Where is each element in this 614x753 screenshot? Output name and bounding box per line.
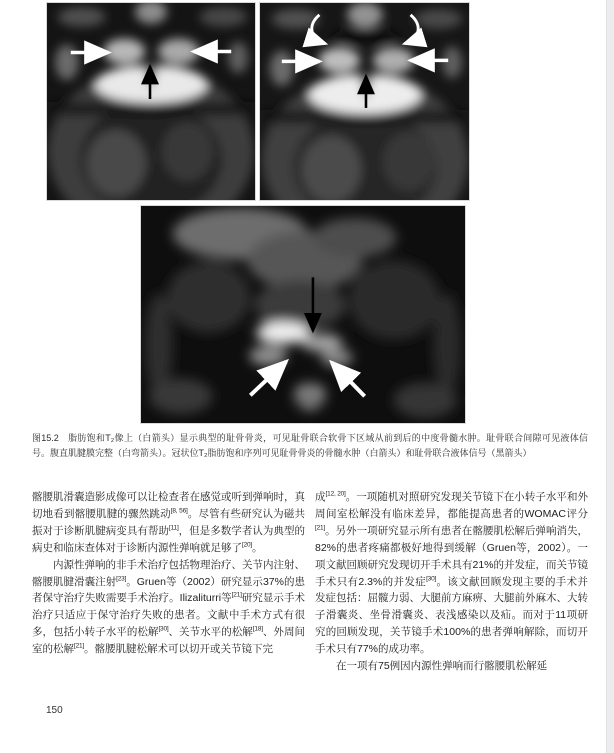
mri-coronal-panel — [140, 205, 466, 424]
mri-axial-left-image — [47, 3, 255, 200]
page-number: 150 — [46, 705, 63, 716]
paragraph: 在一项有75例因内源性弹响而行髂腰肌松解延 — [336, 660, 548, 673]
figure-caption — [32, 431, 588, 462]
paragraph: 髂腰肌滑囊造影成像可以让检查者在感觉或听到弹响时，真切地看到髂腰肌腱的骤然跳动[8, 56]。尽管有些研究认为磁共振对于诊断肌腱病变具有帮助[11]，但是多数学者认为典型的病史和临床查体对于诊断内源性弹响就足够了[20]。 — [32, 491, 306, 554]
paragraph: 内源性弹响的非手术治疗包括物理治疗、关节内注射、髂腰肌腱滑囊注射[23]。Gruen等（2002）研究显示37%的患者保守治疗失败需要手术治疗。Ilizaliturri等[21]研究显示手术治疗只适应于保守治疗失败的患者。文献中手术方式有很多，包括小转子水平的松解[30]、关节水平的松解[18]、外周间室的松解[21]。髂腰肌腱松解术可以切开或关节镜下完 — [32, 558, 306, 656]
reference-superscript: [20] — [242, 541, 253, 549]
reference-superscript: [23] — [116, 575, 127, 583]
reference-superscript: [21] — [74, 642, 85, 650]
mri-coronal-image — [141, 206, 465, 423]
figure-caption-text: 脂肪饱和T₂像上（白箭头）显示典型的耻骨骨炎，可见耻骨联合软骨下区域从前到后的中度骨髓水肿。耻骨联合间隙可见液体信号。腹直肌腱膜完整（白弯箭头）。冠状位T₂脂肪饱和序列可见耻骨骨炎的骨髓水肿（白箭头）和耻骨联合液体信号（黑箭头） — [32, 433, 588, 459]
figure-caption-label: 图15.2 — [32, 433, 59, 443]
mri-axial-right-image — [260, 3, 469, 200]
reference-superscript: [21] — [231, 591, 242, 599]
right-column — [315, 489, 588, 675]
body-text — [32, 489, 588, 675]
reference-superscript: [12, 20] — [325, 490, 346, 498]
reference-superscript: [21] — [315, 524, 326, 532]
left-column — [32, 489, 305, 675]
reference-superscript: [11] — [169, 524, 179, 532]
reference-superscript: [30] — [158, 625, 169, 633]
paragraph: 成[12, 20]。一项随机对照研究发现关节镜下在小转子水平和外周间室松解没有临床差异，都能提高患者的WOMAC评分[21]。另外一项研究显示所有患者在髂腰肌松解后弹响消失，82%的患者疼痛都极好地得到缓解（Gruen等，2002）。一项文献回顾研究发现切开手术具有21%的并发症，而关节镜手术只有2.3%的并发症[30]。该文献回顾发现主要的手术并发症包括：屈髋力弱、大腿前方麻痹、大腿前外麻木、大转子滑囊炎、坐骨滑囊炎、表浅感染以及疝。而对于11项研究的回顾发现，关节镜手术100%的患者弹响解除，而切开手术只有77%的成功率。 — [315, 490, 589, 656]
reference-superscript: [18] — [252, 625, 263, 633]
reference-superscript: [30] — [426, 575, 437, 583]
reference-superscript: [8, 56] — [170, 507, 188, 515]
mri-axial-right-panel — [259, 2, 470, 201]
page-edge — [606, 0, 614, 753]
mri-axial-left-panel — [46, 2, 256, 201]
